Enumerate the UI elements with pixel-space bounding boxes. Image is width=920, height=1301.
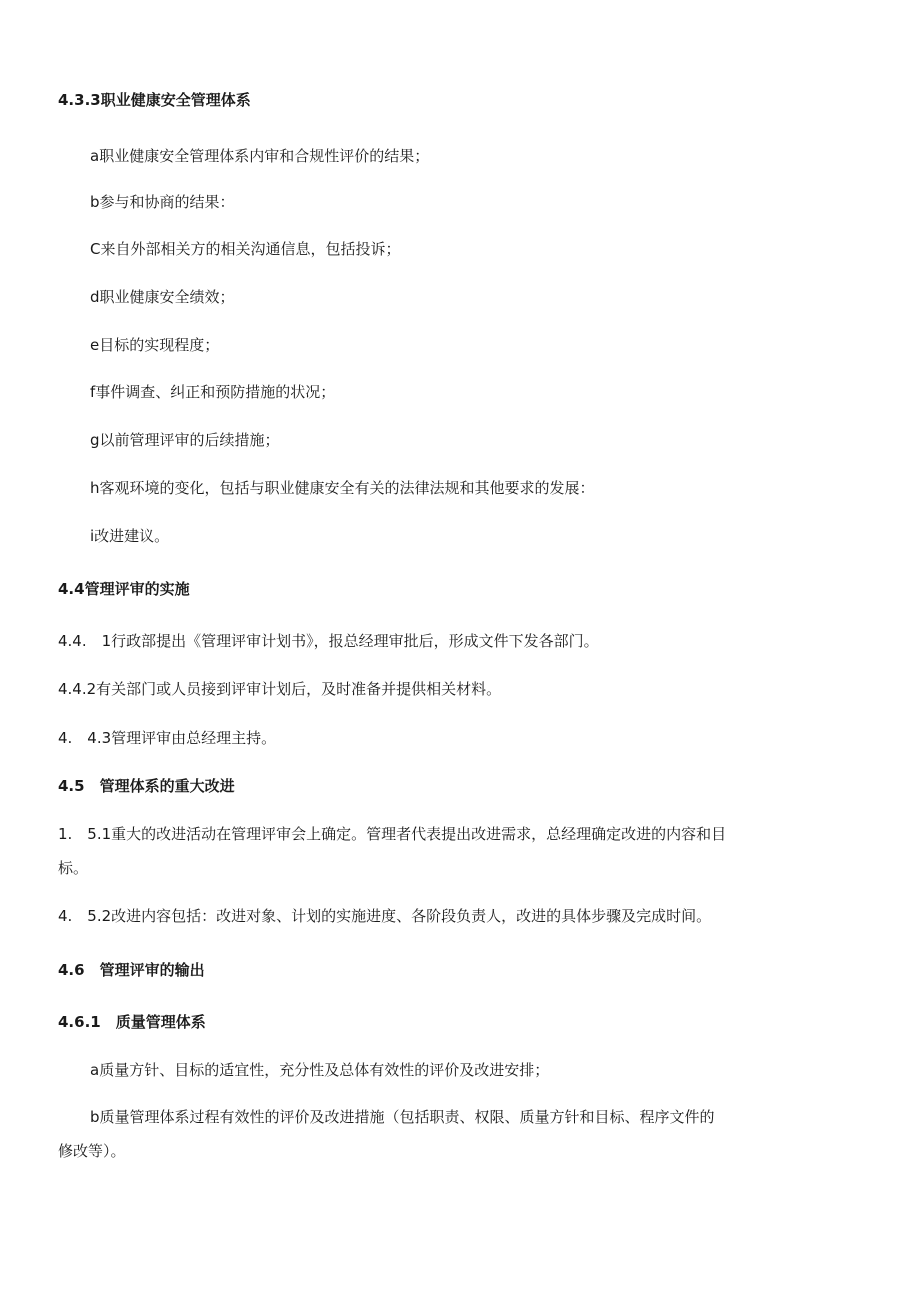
list-item-e: e目标的实现程度； [90, 336, 220, 354]
section-heading-4-6: 4.6 管理评审的输出 [58, 961, 205, 979]
paragraph-4-4-3: 4. 4.3管理评审由总经理主持。 [58, 729, 277, 747]
list-item-quality-a: a质量方针、目标的适宜性，充分性及总体有效性的评价及改进安排； [90, 1061, 550, 1079]
paragraph-4-5-2: 4. 5.2改进内容包括：改进对象、计划的实施进度、各阶段负责人，改进的具体步骤及完成时间。 [58, 907, 712, 925]
list-item-quality-b-line1: b质量管理体系过程有效性的评价及改进措施（包括职责、权限、质量方针和目标、程序文件的 [90, 1108, 715, 1126]
list-item-quality-b-line2: 修改等）。 [58, 1142, 126, 1160]
list-item-b: b参与和协商的结果： [90, 193, 235, 211]
list-item-d: d职业健康安全绩效； [90, 288, 235, 306]
list-item-g: g以前管理评审的后续措施； [90, 431, 280, 449]
list-item-c: C来自外部相关方的相关沟通信息，包括投诉； [90, 240, 401, 258]
list-item-h: h客观环境的变化，包括与职业健康安全有关的法律法规和其他要求的发展： [90, 479, 595, 497]
paragraph-4-4-2: 4.4.2有关部门或人员接到评审计划后，及时准备并提供相关材料。 [58, 680, 502, 698]
section-heading-4-5: 4.5 管理体系的重大改进 [58, 777, 235, 795]
list-item-f: f事件调查、纠正和预防措施的状况； [90, 383, 336, 401]
section-heading-4-3-3: 4.3.3职业健康安全管理体系 [58, 91, 251, 109]
section-heading-4-4: 4.4管理评审的实施 [58, 580, 190, 598]
section-heading-4-6-1: 4.6.1 质量管理体系 [58, 1013, 206, 1031]
paragraph-4-5-1-line1: 1. 5.1重大的改进活动在管理评审会上确定。管理者代表提出改进需求，总经理确定改进的内容和目 [58, 825, 727, 843]
list-item-a: a职业健康安全管理体系内审和合规性评价的结果； [90, 147, 430, 165]
list-item-i: i改进建议。 [90, 527, 170, 545]
paragraph-4-4-1: 4.4. 1行政部提出《管理评审计划书》，报总经理审批后，形成文件下发各部门。 [58, 632, 599, 650]
paragraph-4-5-1-line2: 标。 [58, 859, 89, 877]
